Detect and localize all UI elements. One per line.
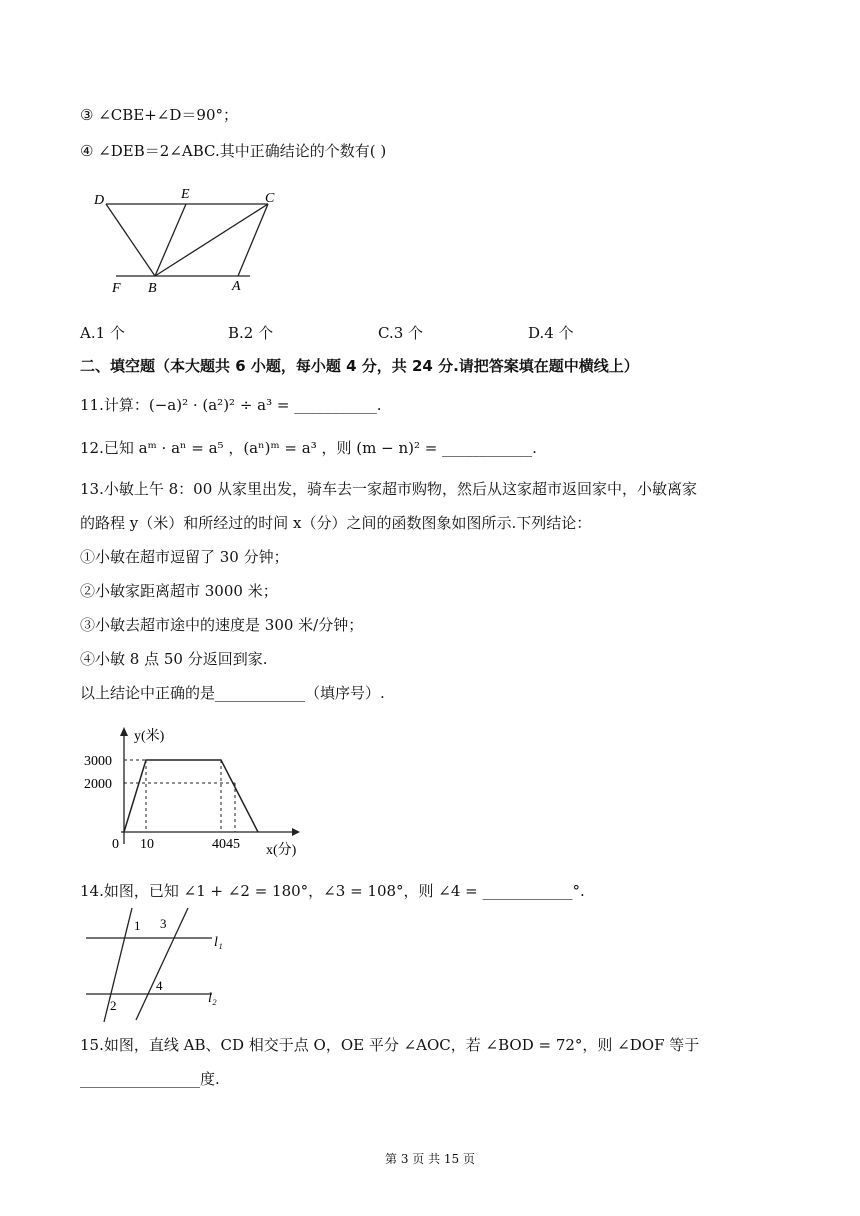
l2-label: l₂: [208, 991, 217, 1006]
label-c: C: [265, 191, 275, 206]
graph-line: [124, 760, 258, 832]
x-axis-arrow: [292, 828, 300, 836]
angle-4-label: 4: [156, 978, 163, 993]
label-e: E: [181, 187, 190, 202]
q10-statement-4: ④ ∠DEB＝2∠ABC.其中正确结论的个数有( ): [80, 142, 387, 160]
angle-2-label: 2: [110, 998, 117, 1013]
x-tick-10: 10: [140, 837, 154, 852]
question-14: 14.如图，已知 ∠1 + ∠2 = 180°，∠3 = 108°，则 ∠4 = ____________°.: [80, 882, 585, 900]
x-tick-4045: 4045: [212, 837, 240, 852]
q15-line-1: 15.如图，直线 AB、CD 相交于点 O，OE 平分 ∠AOC，若 ∠BOD = 72°，则 ∠DOF 等于: [80, 1036, 700, 1054]
q13-conclusion-4: ④小敏 8 点 50 分返回到家.: [80, 650, 268, 668]
q13-ask: 以上结论中正确的是____________（填序号）.: [80, 684, 385, 702]
label-a: A: [232, 279, 241, 294]
q13-conclusion-1: ①小敏在超市逗留了 30 分钟；: [80, 548, 289, 566]
x-axis-label: x(分): [266, 843, 297, 858]
option-a: A.1 个: [80, 324, 125, 342]
angle-3-label: 3: [160, 916, 167, 931]
y-tick-3000: 3000: [84, 754, 112, 769]
angle-1-label: 1: [134, 918, 141, 933]
q13-line-1: 13.小敏上午 8：00 从家里出发，骑车去一家超市购物，然后从这家超市返回家中，小敏离家: [80, 480, 698, 498]
option-c: C.3 个: [378, 324, 424, 342]
q14-parallel-lines-figure: [80, 906, 230, 1026]
option-b: B.2 个: [228, 324, 274, 342]
q13-conclusion-3: ③小敏去超市途中的速度是 300 米/分钟；: [80, 616, 364, 634]
question-12: 12.已知 aᵐ · aⁿ = a⁵ ，(aⁿ)ᵐ = a³ ，则 (m − n)² = ____________.: [80, 439, 537, 457]
q10-statement-3: ③ ∠CBE+∠D＝90°；: [80, 106, 238, 124]
option-d: D.4 个: [528, 324, 574, 342]
x-tick-0: 0: [112, 837, 119, 852]
question-11: 11.计算：(−a)² · (a²)² ÷ a³ = ___________.: [80, 396, 382, 414]
y-axis-label: y(米): [134, 729, 165, 744]
q13-line-2: 的路程 y（米）和所经过的时间 x（分）之间的函数图象如图所示.下列结论：: [80, 514, 592, 532]
y-axis-arrow: [120, 727, 128, 736]
page-footer: 第 3 页 共 15 页: [385, 1152, 475, 1166]
y-tick-2000: 2000: [84, 777, 112, 792]
section-heading: 二、填空题（本大题共 6 小题，每小题 4 分，共 24 分.请把答案填在题中横线上）: [80, 357, 639, 375]
q10-figure: [80, 180, 300, 300]
label-d: D: [94, 193, 105, 208]
label-b: B: [148, 281, 157, 296]
q13-conclusion-2: ②小敏家距离超市 3000 米；: [80, 582, 278, 600]
q13-distance-time-graph: [80, 722, 320, 858]
q15-line-2: ________________度.: [80, 1070, 220, 1088]
l1-label: l₁: [214, 935, 223, 950]
label-f: F: [112, 281, 121, 296]
